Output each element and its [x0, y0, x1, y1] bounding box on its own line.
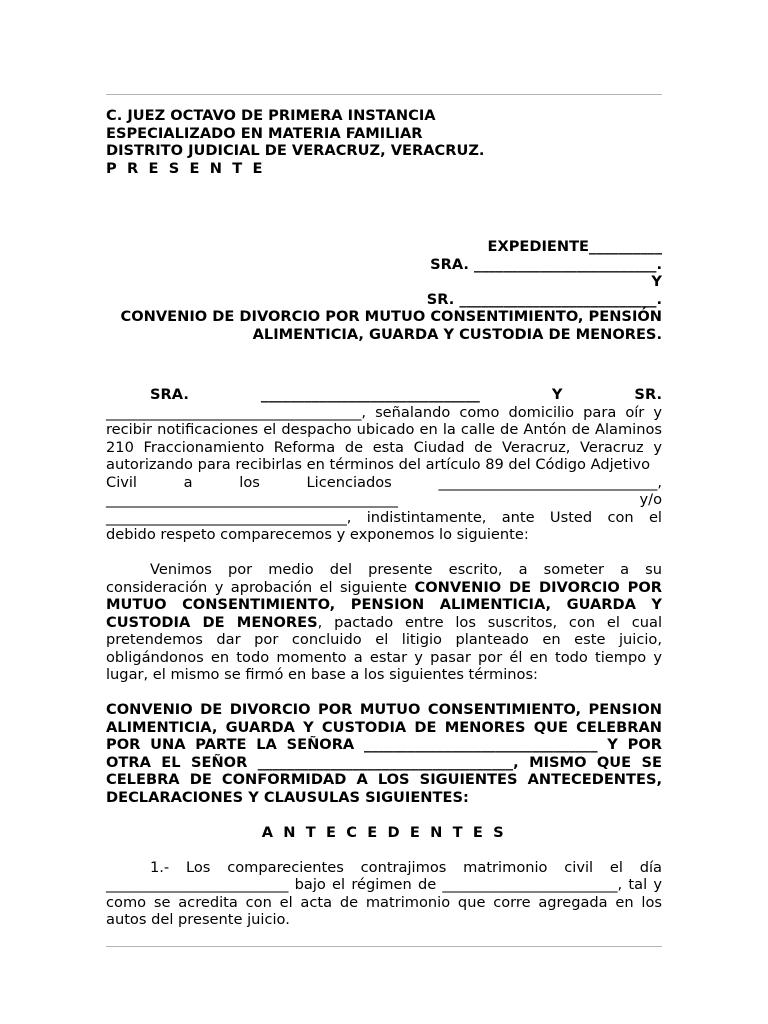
submission-paragraph [106, 561, 662, 684]
addressee-block [106, 107, 662, 177]
y-line: Y [651, 273, 662, 290]
antecedente-item-1: 1.- Los comparecientes contrajimos matrimonio civil el día _________________________ bajo el régimen de ________________________, tal y como se acredita con el acta de matrimonio que corre agregada en los autos del presente juicio. [106, 858, 662, 928]
submission-agreement-name: CONVENIO DE DIVORCIO POR MUTUO CONSENTIMIENTO, PENSION ALIMENTICIA, GUARDA Y CUSTODIA DE MENORES [106, 578, 662, 631]
addressee-line-1: C. JUEZ OCTAVO DE PRIMERA INSTANCIA [106, 107, 436, 124]
document-title-line-2: ALIMENTICIA, GUARDA Y CUSTODIA DE MENORES. [252, 325, 662, 343]
intro-closing-text: _________________________________, indistintamente, ante Usted con el debido respeto comparecemos y exponemos lo siguiente: [106, 508, 662, 543]
intro-address-text: ___________________________________, señalando como domicilio para oír y recibir notificaciones el despacho ubicado en la calle de Antón de Alaminos 210 Fraccionamiento Reforma de esta Ciudad de Veracruz, Veracruz y autorizando para recibirlas en términos del artículo 89 del Código Adjetivo [106, 403, 662, 473]
bottom-divider [106, 946, 662, 947]
submission-text-b: , pactado entre los suscritos, con el cual pretendemos dar por concluido el litigio planteado en este juicio, obligándonos en todo momento a estar y pasar por él en todo tiempo y lugar, el mismo se firmó en base a los siguientes términos: [106, 613, 662, 683]
presente-line: P R E S E N T E [106, 159, 266, 177]
antecedentes-heading: A N T E C E D E N T E S [261, 823, 507, 841]
case-block [106, 238, 662, 343]
intro-parties-line: SRA. ______________________________ Y SR. [150, 386, 662, 403]
document-page [106, 107, 662, 929]
sra-line: SRA. _________________________. [430, 255, 662, 273]
submission-text-a: Venimos por medio del presente escrito, a someter a su consideración y aprobación el siguiente [106, 561, 662, 596]
addressee-line-2: ESPECIALIZADO EN MATERIA FAMILIAR [106, 124, 423, 142]
sr-line: SR. ___________________________. [426, 290, 662, 308]
intro-paragraph [106, 386, 662, 544]
intro-lawyers-line: Civil a los Licenciados ______________________________, [106, 473, 662, 491]
expediente-line: EXPEDIENTE__________ [487, 238, 662, 255]
top-divider [106, 94, 662, 95]
document-title-line-1: CONVENIO DE DIVORCIO POR MUTUO CONSENTIMIENTO, PENSIÓN [120, 308, 662, 325]
addressee-line-3: DISTRITO JUDICIAL DE VERACRUZ, VERACRUZ. [106, 142, 485, 159]
agreement-heading-paragraph: CONVENIO DE DIVORCIO POR MUTUO CONSENTIMIENTO, PENSION ALIMENTICIA, GUARDA Y CUSTODIA DE MENORES QUE CELEBRAN POR UNA PARTE LA SEÑORA ________________________________ Y POR OTRA EL SEÑOR ___________________________________, MISMO QUE SE CELEBRA DE CONFORMIDAD A LOS SIGUIENTES ANTECEDENTES, DECLARACIONES Y CLAUSULAS SIGUIENTES: [106, 701, 662, 806]
intro-lawyers-line-2: ________________________________________ y/o [106, 491, 662, 508]
